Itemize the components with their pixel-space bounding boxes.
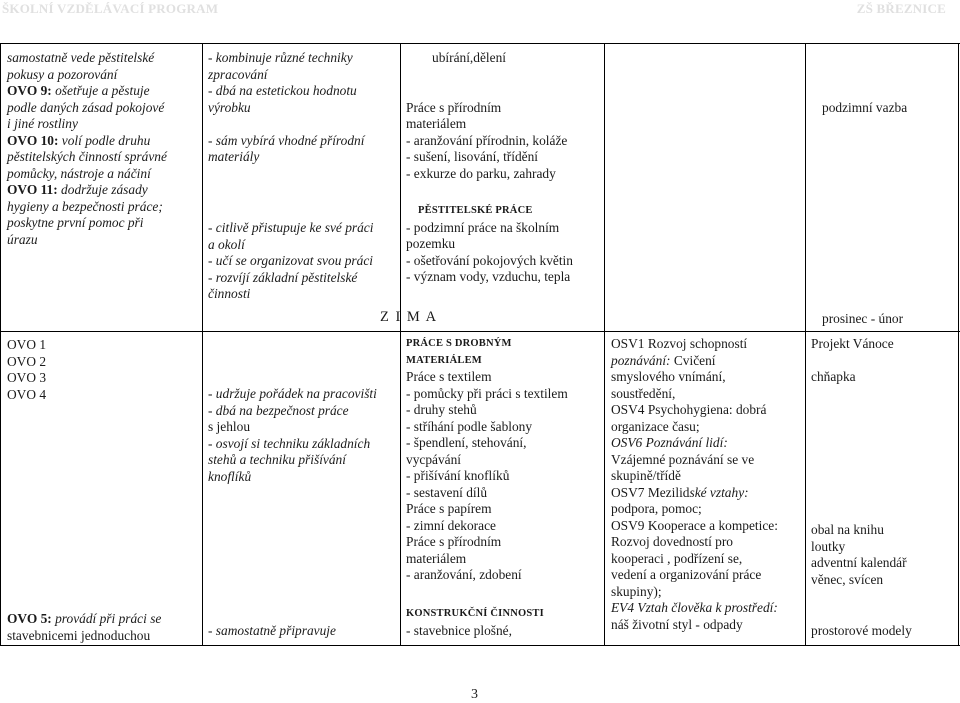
school-name: ZŠ BŘEZNICE [856,1,946,16]
outcome-line: pokusy a pozorování [7,66,118,82]
page-header [0,0,960,18]
skill-line: - dbá na bezpečnost práce [208,402,349,418]
curriculum-line: - stříhání podle šablony [406,418,533,434]
note-line: obal na knihu [811,522,884,537]
outcome-code: OVO 3 [7,370,47,385]
skill-line: knoflíků [208,468,252,484]
skills-autumn-b [204,220,400,303]
curriculum-line: - exkurze do parku, zahrady [406,165,556,181]
skills-autumn-a [204,50,400,166]
outcome-line: OVO 5: provádí při práci se [7,611,162,626]
curriculum-autumn-b [402,203,622,286]
skill-line: - samostatně připravuje [208,623,336,638]
curriculum-line: - zimní dekorace [406,517,496,533]
skills-winter [204,386,400,485]
section-heading: MATERIÁLEM [406,354,482,366]
note-line: Projekt Vánoce [811,336,894,351]
topic-heading: Práce s papírem [406,501,492,516]
skill-line: - dbá na estetickou hodnotu [208,83,357,98]
outcome-line: stavebnicemi jednoduchou [7,627,151,643]
theme-line: skupině/třídě [611,468,681,483]
section-heading: PRÁCE S DROBNÝM [406,338,512,349]
theme-line: OSV6 Poznávání lidí: [611,435,728,450]
topic-heading: materiálem [406,550,467,566]
theme-line: OSV9 Kooperace a kompetice: [611,517,778,533]
theme-line: OSV7 Mezilidské vztahy: [611,484,749,500]
skill-line: s jehlou [208,419,251,434]
notes-winter-c [807,623,958,640]
outcome-code: OVO 2 [7,353,47,369]
skill-line: zpracování [208,66,268,82]
curriculum-line: ubírání,dělení [432,50,506,65]
note-line: loutky [811,538,846,554]
table-top-border [0,43,960,44]
skill-line: - sám vybírá vhodné přírodní [208,132,365,148]
page-number: 3 [471,687,478,702]
outcome-line: poskytne první pomoc při [7,215,144,230]
season-label-winter: Z I M A [380,309,438,325]
skill-line: - kombinuje různé techniky [208,50,353,65]
skills-winter-bottom [204,623,400,640]
curriculum-line: vycpávání [406,451,462,467]
outcome-line: úrazu [7,231,38,247]
note-autumn [818,100,958,117]
expected-outcomes-autumn [3,50,203,248]
curriculum-line: - podzimní práce na školním [406,219,560,235]
theme-line: Vzájemné poznávání se ve [611,451,755,467]
table-bottom-border [0,645,960,646]
table-right-border [958,43,959,646]
skill-line: - citlivě přistupuje ke své práci [208,220,374,235]
expected-outcomes-winter [3,337,203,403]
outcome-code: OVO 4 [7,386,47,402]
period-label: prosinec - únor [822,311,904,326]
curriculum-line: - význam vody, vzduchu, tepla [406,269,571,284]
theme-line: poznávání: Cvičení [611,352,716,368]
section-heading: PĚSTITELSKÉ PRÁCE [418,205,533,216]
skill-line: - rozvíjí základní pěstitelské [208,269,358,285]
theme-line: OSV4 Psychohygiena: dobrá [611,402,767,417]
skill-line: - udržuje pořádek na pracovišti [208,386,377,401]
outcome-line: OVO 9: ošetřuje a pěstuje [7,83,150,98]
note-line: podzimní vazba [822,100,908,115]
school-program-title: ŠKOLNÍ VZDĚLÁVACÍ PROGRAM [2,1,219,16]
curriculum-line: pozemku [406,236,456,251]
topic-heading: Práce s přírodním [406,534,502,549]
note-line: prostorové modely [811,623,912,638]
topic-heading: Práce s textilem [406,369,492,384]
theme-line: kooperaci , podřízení se, [611,550,743,566]
notes-winter-b [807,522,958,588]
curriculum-line: - stavebnice plošné, [406,622,512,638]
cross-curricular-themes [607,336,805,633]
note-line: věnec, svícen [811,571,884,587]
theme-line: skupiny); [611,583,662,599]
skill-line: výrobku [208,99,251,115]
outcome-line: pomůcky, nástroje a náčiní [7,165,151,181]
curriculum-line: - sušení, lisování, třídění [406,149,539,164]
topic-heading: Práce s přírodním [406,99,502,115]
theme-line: náš životní styl - odpady [611,616,743,632]
outcome-line: i jiné rostliny [7,116,78,131]
column-divider-4 [805,43,806,646]
skill-line: materiály [208,149,260,164]
curriculum-line: - ošetřování pokojových květin [406,252,573,268]
curriculum-line: - aranžování, zdobení [406,567,522,582]
skill-line: a okolí [208,236,245,252]
column-divider-3 [604,43,605,646]
outcome-code: OVO 1 [7,337,47,352]
theme-line: smyslového vnímání, [611,369,726,384]
outcome-line: pěstitelských činností správné [7,149,167,164]
curriculum-line: - přišívání knoflíků [406,468,510,483]
note-line: chňapka [811,369,856,384]
skill-line: - osvojí si techniku základních [208,435,371,451]
theme-line: soustředění, [611,385,676,401]
section-heading: KONSTRUKČNÍ ČINNOSTI [406,608,544,619]
table-left-border [0,43,1,646]
topic-heading: materiálem [406,116,467,131]
curriculum-autumn-a [402,50,604,182]
skill-line: činnosti [208,286,251,301]
column-divider-2 [400,43,401,646]
curriculum-line: - sestavení dílů [406,484,488,500]
curriculum-line: - špendlení, stehování, [406,435,527,450]
outcome-line: OVO 10: volí podle druhu [7,132,151,148]
theme-line: Rozvoj dovedností pro [611,534,733,549]
theme-line: vedení a organizování práce [611,567,762,582]
expected-outcome-ovo5 [3,611,203,644]
notes-winter-a [807,336,958,386]
outcome-line: podle daných zásad pokojové [7,99,165,115]
curriculum-winter [402,336,604,584]
theme-line: OSV1 Rozvoj schopností [611,336,748,351]
curriculum-line: - aranžování přírodnin, koláže [406,132,568,148]
theme-line: organizace času; [611,418,700,434]
note-line: adventní kalendář [811,555,907,570]
theme-line: EV4 Vztah člověka k prostředí: [611,600,778,615]
curriculum-winter-bottom [402,606,604,639]
row-divider [0,331,960,332]
curriculum-line: - pomůcky při práci s textilem [406,385,568,401]
outcome-line: samostatně vede pěstitelské [7,50,155,65]
theme-line: podpora, pomoc; [611,501,702,516]
curriculum-line: - druhy stehů [406,402,477,417]
outcome-line: OVO 11: dodržuje zásady [7,182,148,197]
skill-line: stehů a techniku přišívání [208,452,346,467]
outcome-line: hygieny a bezpečnosti práce; [7,198,163,214]
skill-line: - učí se organizovat svou práci [208,253,374,268]
